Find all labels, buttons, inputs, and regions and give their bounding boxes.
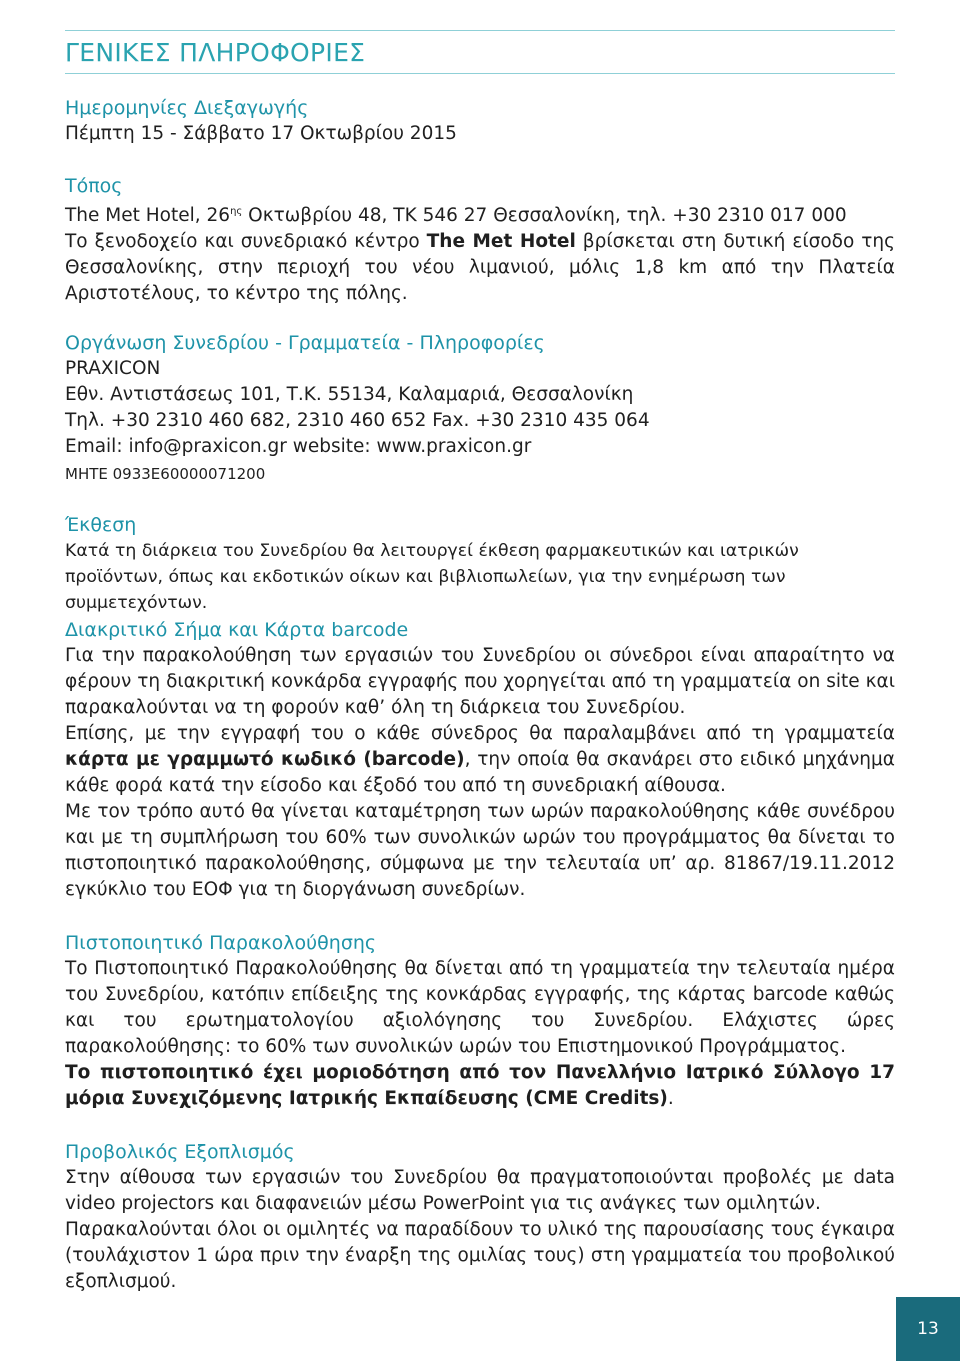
venue-description-part: Το ξενοδοχείο και συνεδριακό κέντρο: [65, 231, 427, 253]
venue-address-sup: ης: [230, 206, 243, 217]
badge-p2-part: , την οποία θα σκανάρει στο ειδικό μηχάνημα κάθε φορά κατά την είσοδο και έξοδό του από τη συνεδριακή αίθουσα.: [65, 749, 895, 796]
badge-p2-part: Επίσης, με την εγγραφή του ο κάθε σύνεδρος θα παραλαμβάνει από τη γραμματεία: [65, 723, 895, 744]
organisation-name: PRAXICON: [65, 358, 161, 379]
badge-p1: Για την παρακολούθηση των εργασιών του Συνεδρίου οι σύνεδροι είναι απαραίτητο να φέρουν τη διακριτική κονκάρδα εγγραφής που χορηγείται από τη γραμματεία on site και παρακαλούνται να τη φορούν καθ’ όλη τη διάρκεια του Συνεδρίου.: [65, 645, 895, 718]
page-title: ΓΕΝΙΚΕΣ ΠΛΗΡΟΦΟΡΙΕΣ: [65, 38, 366, 67]
section-organisation: [65, 330, 895, 485]
organisation-registry: ΜΗΤΕ 0933Ε60000071200: [65, 465, 266, 483]
badge-p2: [65, 721, 895, 799]
title-rule-top: [65, 30, 895, 31]
dates-heading: Ημερομηνίες Διεξαγωγής: [65, 97, 309, 119]
organisation-email: Email: info@praxicon.gr website: www.praxicon.gr: [65, 436, 532, 457]
exhibition-text: Κατά τη διάρκεια του Συνεδρίου θα λειτουργεί έκθεση φαρμακευτικών και ιατρικών προϊόντων, όπως και εκδοτικών οίκων και βιβλιοπωλείων, για την ενημέρωση των συμμετεχόντων.: [65, 541, 799, 613]
section-venue: [65, 173, 895, 307]
projection-heading: Προβολικός Εξοπλισμός: [65, 1141, 295, 1163]
venue-heading: Τόπος: [65, 175, 123, 197]
badge-barcode-bold: κάρτα με γραμμωτό κωδικό (barcode): [65, 749, 465, 770]
projection-p1: Στην αίθουσα των εργασιών του Συνεδρίου θα πραγματοποιούνται προβολές με data video projectors και διαφανειών μέσω PowerPoint για τις ανάγκες των ομιλητών.: [65, 1167, 895, 1214]
certificate-p1: Το Πιστοποιητικό Παρακολούθησης θα δίνεται από τη γραμματεία την τελευταία ημέρα του Συνεδρίου, κατόπιν επίδειξης της κονκάρδας εγγραφής, της κάρτας barcode καθώς και του ερωτηματολογίου αξιολόγησης του Συνεδρίου. Ελάχιστες ώρες παρακολούθησης: το 60% των συνολικών ωρών του Επιστημονικού Προγράμματος.: [65, 958, 895, 1057]
certificate-p2-end: .: [667, 1088, 674, 1109]
venue-address: [65, 199, 895, 229]
dates-text: Πέμπτη 15 - Σάββατο 17 Οκτωβρίου 2015: [65, 123, 457, 144]
organisation-phone: Τηλ. +30 2310 460 682, 2310 460 652 Fax. +30 2310 435 064: [65, 410, 650, 431]
section-badge: [65, 617, 895, 903]
venue-description-part: βρίσκεται στη δυτική είσοδο της Θεσσαλονίκης, στην περιοχή του νέου λιμανιού, μόλις 1,8 km από την Πλατεία Αριστοτέλους, το κέντρο της πόλης.: [65, 231, 895, 305]
venue-hotel-name: The Met Hotel: [426, 231, 576, 253]
organisation-address: Εθν. Αντιστάσεως 101, Τ.Κ. 55134, Καλαμαριά, Θεσσαλονίκη: [65, 384, 634, 405]
exhibition-heading: Έκθεση: [65, 514, 137, 536]
section-certificate: [65, 930, 895, 1112]
certificate-heading: Πιστοποιητικό Παρακολούθησης: [65, 932, 377, 954]
venue-address-part: The Met Hotel, 26: [65, 205, 231, 227]
section-exhibition: [65, 512, 895, 616]
projection-p2: Παρακαλούνται όλοι οι ομιλητές να παραδίδουν το υλικό της παρουσίασης τους έγκαιρα (τουλάχιστον 1 ώρα πριν την έναρξη της ομιλίας τους) στη γραμματεία του προβολικού εξοπλισμού.: [65, 1219, 895, 1292]
venue-description: [65, 229, 895, 307]
organisation-heading: Οργάνωση Συνεδρίου - Γραμματεία - Πληροφορίες: [65, 332, 545, 354]
certificate-cme-bold: Το πιστοποιητικό έχει μοριοδότηση από τον Πανελλήνιο Ιατρικό Σύλλογο 17 μόρια Συνεχιζόμενης Ιατρικής Εκπαίδευσης (CME Credits): [65, 1062, 895, 1109]
section-projection: [65, 1139, 895, 1295]
badge-p3: Με τον τρόπο αυτό θα γίνεται καταμέτρηση των ωρών παρακολούθησης κάθε συνέδρου και με τη συμπλήρωση του 60% των συνολικών ωρών του προγράμματος θα δίνεται το πιστοποιητικό παρακολούθησης, σύμφωνα με την τελευταία υπ’ αρ. 81867/19.11.2012 εγκύκλιο του ΕΟΦ για τη διοργάνωση συνεδρίων.: [65, 801, 895, 900]
page-number: 13: [896, 1297, 960, 1361]
title-rule-bottom: [65, 73, 895, 74]
badge-heading: Διακριτικό Σήμα και Κάρτα barcode: [65, 619, 409, 641]
certificate-p2: [65, 1060, 895, 1112]
section-dates: [65, 95, 895, 147]
venue-address-part: Οκτωβρίου 48, ΤΚ 546 27 Θεσσαλονίκη, τηλ. +30 2310 017 000: [242, 205, 847, 227]
